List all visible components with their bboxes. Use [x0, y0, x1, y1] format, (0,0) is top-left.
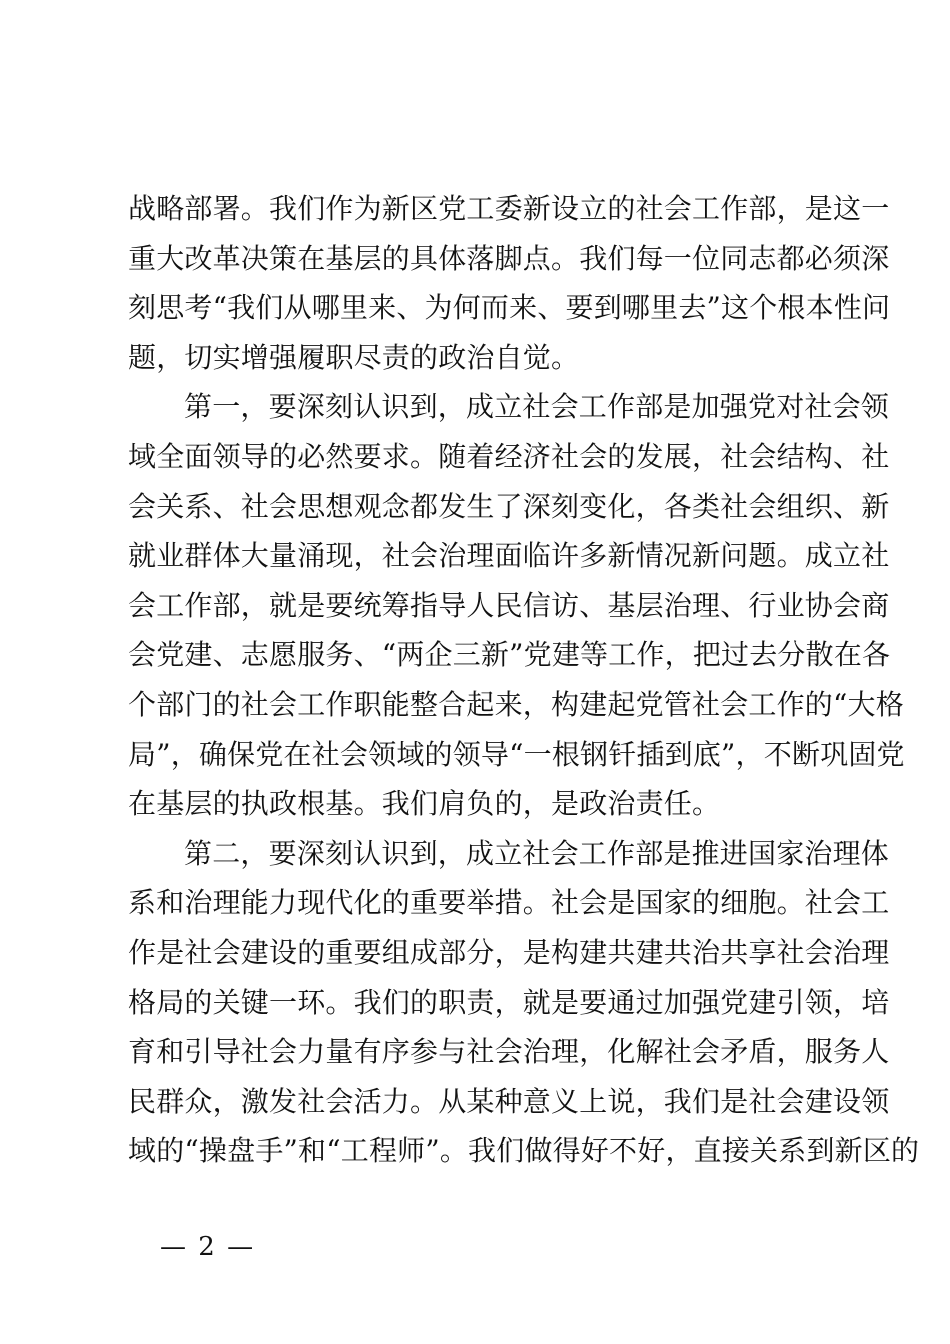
text-line: 第一，要深刻认识到，成立社会工作部是加强党对社会领 [184, 390, 890, 424]
text-line: 战略部署。我们作为新区党工委新设立的社会工作部，是这一 [128, 192, 890, 225]
paragraph-2 [128, 382, 905, 828]
paragraph-1 [128, 184, 891, 382]
text-line: 题，切实增强履职尽责的政治自觉。 [128, 340, 580, 374]
text-line: 在基层的执政根基。我们肩负的，是政治责任。 [128, 787, 721, 821]
text-line: 民群众，激发社会活力。从某种意义上说，我们是社会建设领 [128, 1084, 890, 1118]
text-line: 会党建、志愿服务、“两企三新”党建等工作，把过去分散在各 [128, 638, 891, 672]
text-line: 就业群体大量涌现，社会治理面临许多新情况新问题。成立社 [128, 539, 890, 573]
body-text [128, 184, 920, 1176]
text-line: 个部门的社会工作职能整合起来，构建起党管社会工作的“大格 [128, 687, 904, 721]
text-line: 域的“操盘手”和“工程师”。我们做得好不好，直接关系到新区的 [128, 1134, 920, 1168]
text-line: 系和治理能力现代化的重要举措。社会是国家的细胞。社会工 [128, 886, 890, 920]
text-line: 育和引导社会力量有序参与社会治理，化解社会矛盾，服务人 [128, 1035, 890, 1069]
text-line: 会工作部，就是要统筹指导人民信访、基层治理、行业协会商 [128, 588, 890, 622]
text-line: 会关系、社会思想观念都发生了深刻变化，各类社会组织、新 [128, 489, 890, 523]
text-line: 局”，确保党在社会领域的领导“一根钢钎插到底”，不断巩固党 [128, 737, 905, 771]
text-line: 作是社会建设的重要组成部分，是构建共建共治共享社会治理 [128, 935, 890, 969]
text-line: 刻思考“我们从哪里来、为何而来、要到哪里去”这个根本性问 [128, 291, 891, 325]
text-line: 重大改革决策在基层的具体落脚点。我们每一位同志都必须深 [128, 241, 890, 275]
paragraph-3 [128, 829, 920, 1176]
text-line: 格局的关键一环。我们的职责，就是要通过加强党建引领，培 [128, 985, 890, 1019]
text-line: 域全面领导的必然要求。随着经济社会的发展，社会结构、社 [128, 439, 890, 473]
page-number: — 2 — [160, 1232, 256, 1262]
text-line: 第二，要深刻认识到，成立社会工作部是推进国家治理体 [184, 836, 890, 870]
